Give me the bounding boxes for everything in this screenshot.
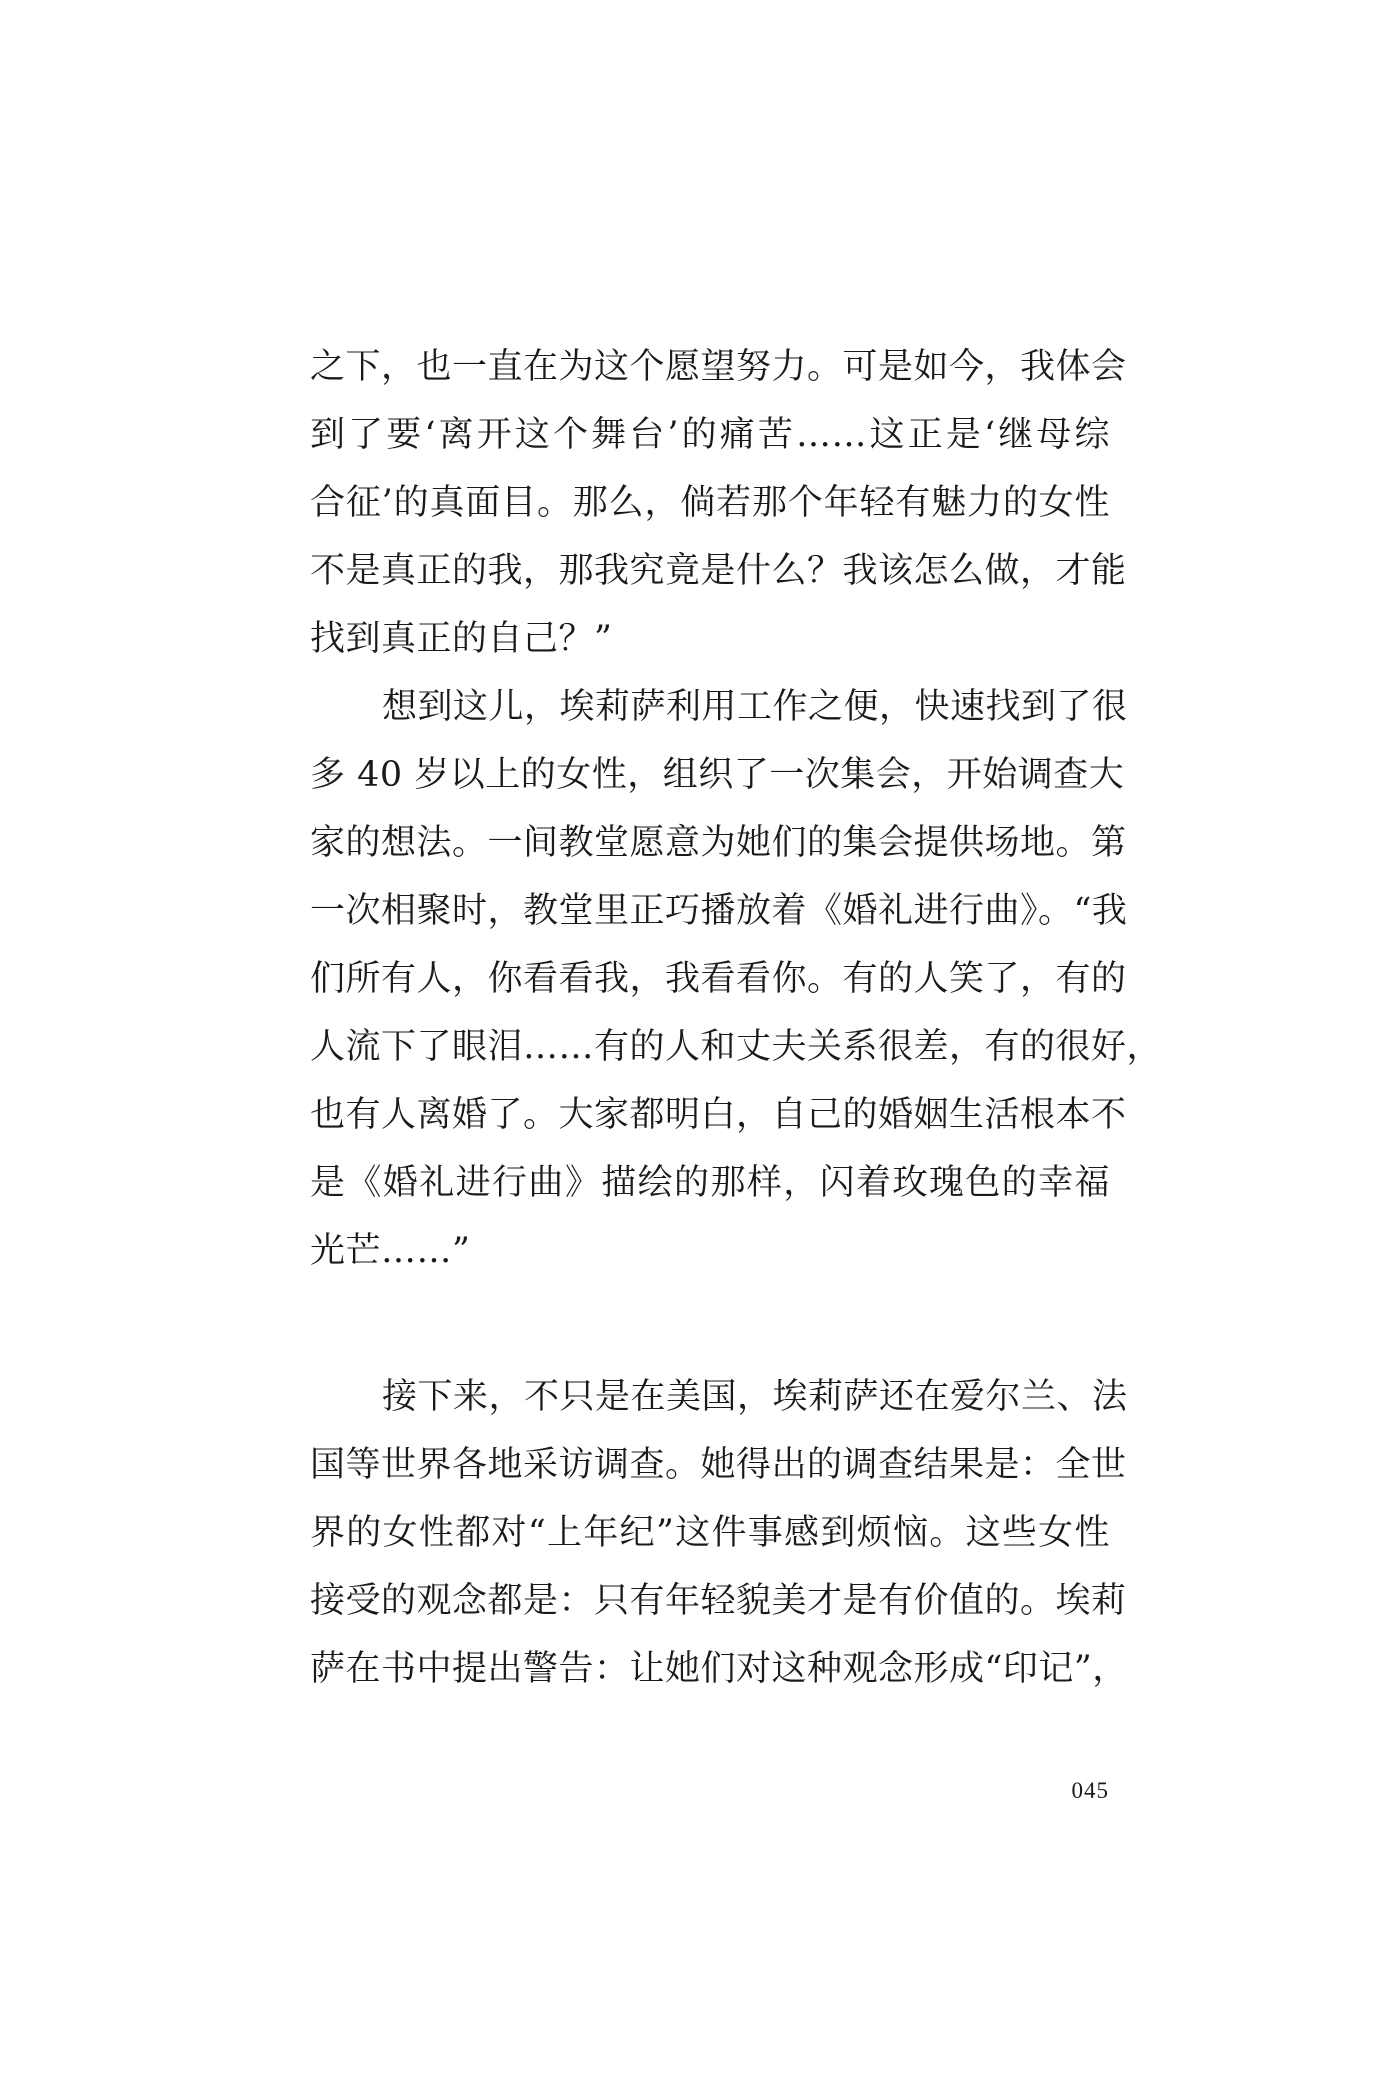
text-line: 们所有人，你看看我，我看看你。有的人笑了，有的 bbox=[310, 959, 1127, 999]
text-line: 是《婚礼进行曲》描绘的那样，闪着玫瑰色的幸福 bbox=[310, 1163, 1110, 1203]
text-line: 界的女性都对“上年纪”这件事感到烦恼。这些女性 bbox=[310, 1513, 1110, 1553]
text-line: 不是真正的我，那我究竟是什么？我该怎么做，才能 bbox=[310, 551, 1127, 591]
text-line: 家的想法。一间教堂愿意为她们的集会提供场地。第 bbox=[310, 823, 1127, 863]
page-number: 045 bbox=[1071, 1778, 1109, 1803]
text-line: 光芒……” bbox=[310, 1231, 471, 1271]
text-line: 人流下了眼泪……有的人和丈夫关系很差，有的很好， bbox=[310, 1027, 1163, 1067]
text-line: 国等世界各地采访调查。她得出的调查结果是：全世 bbox=[310, 1445, 1127, 1485]
body-text-section-1 bbox=[310, 333, 1163, 1285]
body-text-section-2 bbox=[310, 1363, 1128, 1703]
text-line: 到了要‘离开这个舞台’的痛苦……这正是‘继母综 bbox=[310, 415, 1110, 455]
text-line: 多 40 岁以上的女性，组织了一次集会，开始调查大 bbox=[310, 755, 1125, 795]
text-line: 接受的观念都是：只有年轻貌美才是有价值的。埃莉 bbox=[310, 1581, 1127, 1621]
text-line: 之下，也一直在为这个愿望努力。可是如今，我体会 bbox=[310, 347, 1127, 387]
text-line: 一次相聚时，教堂里正巧播放着《婚礼进行曲》。“我 bbox=[310, 891, 1128, 931]
text-line: 找到真正的自己？” bbox=[310, 619, 613, 659]
text-line: 合征’的真面目。那么，倘若那个年轻有魅力的女性 bbox=[310, 483, 1110, 523]
paragraph-start-line: 接下来，不只是在美国，埃莉萨还在爱尔兰、法 bbox=[382, 1377, 1128, 1417]
text-line: 也有人离婚了。大家都明白，自己的婚姻生活根本不 bbox=[310, 1095, 1127, 1135]
text-line: 萨在书中提出警告：让她们对这种观念形成“印记”， bbox=[310, 1649, 1128, 1689]
paragraph-start-line: 想到这儿，埃莉萨利用工作之便，快速找到了很 bbox=[382, 687, 1128, 727]
